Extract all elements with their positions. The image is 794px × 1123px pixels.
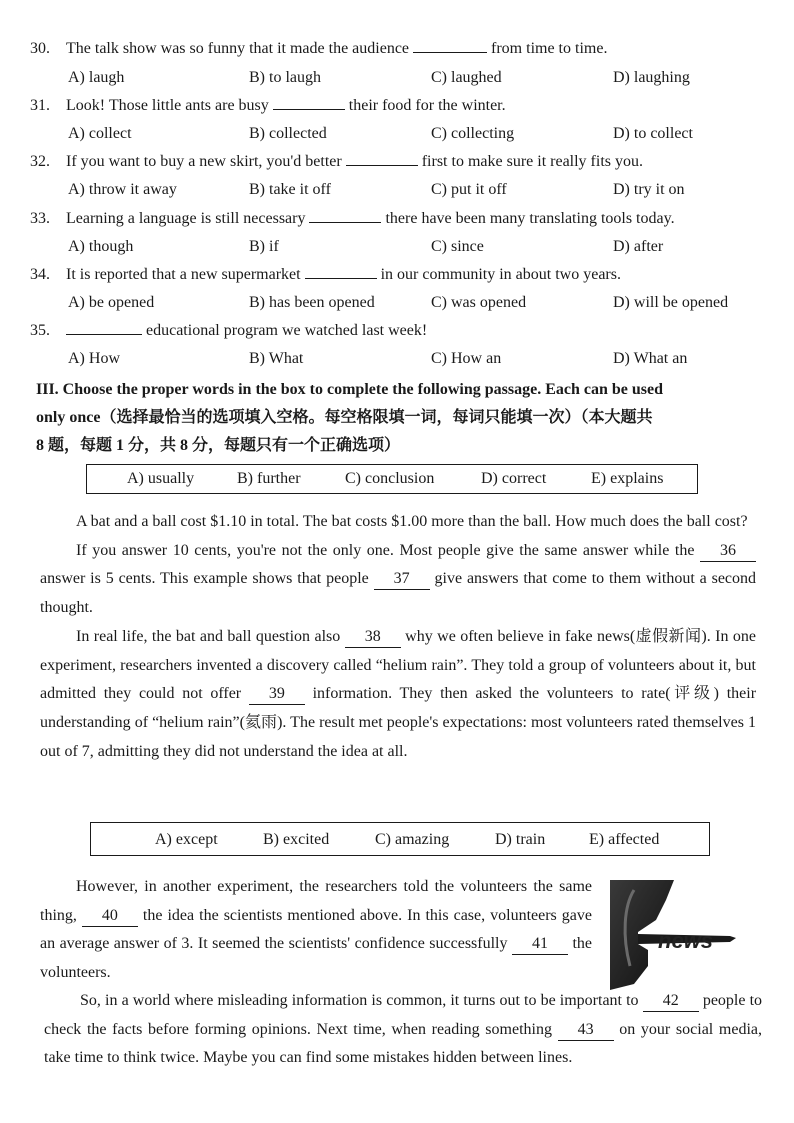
option-c: C) was opened: [431, 294, 527, 311]
question-text-end: their food for the winter.: [348, 97, 506, 114]
paragraph-4: [40, 873, 592, 988]
blank-43: 43: [558, 1020, 614, 1041]
option-a: A) though: [68, 238, 134, 255]
option-d: D) will be opened: [613, 294, 729, 311]
question-text-end: from time to time.: [491, 40, 608, 57]
question-number: 32.: [30, 153, 50, 170]
answer-blank: [346, 164, 418, 166]
question-text: It is reported that a new supermarket: [66, 266, 301, 283]
text: why we often believe in fake news(虚假新闻). In one experiment, researchers invented a discovery called “helium rain”. They told a group of volunteers about it, but admitted they could not offer: [40, 627, 757, 703]
option-c: C) put it off: [431, 181, 507, 198]
section-heading: [36, 376, 756, 460]
question-number: 31.: [30, 97, 50, 114]
question-text: The talk show was so funny that it made the audience: [66, 40, 410, 57]
question-35: [30, 322, 770, 340]
passage-part-2: [40, 873, 592, 988]
text: However, in another experiment, the researchers told the volunteers the same thing,: [40, 878, 592, 924]
option-a: A) be opened: [68, 294, 155, 311]
paragraph-5: [44, 987, 762, 1073]
section-heading-line: 8 题，每题 1 分，共 8 分，每题只有一个正确选项）: [36, 437, 401, 454]
word-option: B) excited: [263, 831, 330, 848]
question-number: 33.: [30, 210, 50, 227]
text: people to check the facts before forming opinions. Next time, when reading something: [44, 992, 763, 1038]
question-text-end: first to make sure it really fits you.: [421, 153, 643, 170]
answer-blank: [273, 108, 345, 110]
option-a: A) laugh: [68, 69, 125, 86]
text: answer is 5 cents. This example shows that people: [40, 570, 369, 588]
answer-blank: [413, 51, 487, 53]
answer-blank: [66, 333, 142, 335]
word-box-1: [86, 464, 698, 494]
question-30: [30, 40, 770, 58]
text: give answers that come to them without a second thought.: [40, 570, 757, 617]
option-a: A) throw it away: [68, 181, 177, 198]
news-label: news: [658, 928, 714, 953]
question-number: 34.: [30, 266, 50, 283]
options-31: [68, 125, 768, 147]
news-illustration: [604, 876, 744, 992]
options-34: [68, 294, 768, 316]
question-text-end: there have been many translating tools today.: [385, 210, 675, 227]
option-a: A) How: [68, 350, 120, 367]
word-option: C) conclusion: [345, 470, 435, 487]
question-33: [30, 210, 770, 228]
word-option: A) except: [155, 831, 218, 848]
blank-36: 36: [700, 541, 756, 562]
option-b: B) take it off: [249, 181, 331, 198]
question-31: [30, 97, 770, 115]
option-d: D) to collect: [613, 125, 693, 142]
word-box-2: [90, 822, 710, 856]
blank-40: 40: [82, 906, 138, 927]
option-b: B) collected: [249, 125, 327, 142]
option-c: C) laughed: [431, 69, 502, 86]
question-text: Learning a language is still necessary: [66, 210, 306, 227]
question-number: 30.: [30, 40, 50, 57]
word-option: E) explains: [591, 470, 664, 487]
blank-38: 38: [345, 627, 401, 648]
option-b: B) has been opened: [249, 294, 375, 311]
word-option: D) correct: [481, 470, 547, 487]
text: In real life, the bat and ball question also: [76, 627, 341, 645]
option-b: B) to laugh: [249, 69, 321, 86]
option-c: C) How an: [431, 350, 502, 367]
option-a: A) collect: [68, 125, 132, 142]
paragraph-2: [40, 537, 756, 623]
paragraph-1: A bat and a ball cost $1.10 in total. The bat costs $1.00 more than the ball. How much does the ball cost?: [76, 513, 748, 530]
question-number: 35.: [30, 322, 50, 339]
text: on your social media, take time to think twice. Maybe you can find some mistakes hidden between lines.: [44, 1020, 762, 1067]
text: If you answer 10 cents, you're not the only one. Most people give the same answer while the: [76, 541, 695, 559]
passage-part-3: [44, 987, 762, 1073]
question-text-end: in our community in about two years.: [380, 266, 621, 283]
word-option: B) further: [237, 470, 301, 487]
text: So, in a world where misleading information is common, it turns out to be important to: [80, 992, 639, 1009]
section-heading-line: III. Choose the proper words in the box to complete the following passage. Each can be used: [36, 381, 663, 398]
option-b: B) What: [249, 350, 304, 367]
question-32: [30, 153, 770, 171]
options-32: [68, 181, 768, 203]
text: the idea the scientists mentioned above. In this case, volunteers gave an average answer of 3. It seemed the scientists' confidence successfully: [40, 906, 593, 953]
passage-part-1: [40, 508, 756, 766]
option-d: D) laughing: [613, 69, 690, 86]
word-option: D) train: [495, 831, 546, 848]
word-option: C) amazing: [375, 831, 450, 848]
option-b: B) if: [249, 238, 279, 255]
option-d: D) try it on: [613, 181, 685, 198]
paragraph-3: [40, 623, 756, 767]
question-text: Look! Those little ants are busy: [66, 97, 269, 114]
text: the volunteers.: [40, 935, 593, 982]
answer-blank: [305, 277, 377, 279]
question-text: If you want to buy a new skirt, you'd better: [66, 153, 342, 170]
blank-42: 42: [643, 991, 699, 1012]
blank-37: 37: [374, 569, 430, 590]
blank-41: 41: [512, 934, 568, 955]
word-option: E) affected: [589, 831, 660, 848]
blank-39: 39: [249, 684, 305, 705]
option-c: C) collecting: [431, 125, 515, 142]
section-heading-line: only once（选择最恰当的选项填入空格。每空格限填一词，每词只能填一次）（本大题共: [36, 409, 653, 426]
option-d: D) after: [613, 238, 664, 255]
question-text-end: educational program we watched last week!: [146, 322, 428, 339]
text: information. They then asked the volunteers to rate(评级) their understanding of “helium rain”(氦雨). The result met people's expectations: most volunteers rated themselves 1 out of 7, admitting they did not understand the idea at all.: [40, 685, 757, 760]
options-33: [68, 238, 768, 260]
word-option: A) usually: [127, 470, 195, 487]
options-35: [68, 350, 768, 372]
option-d: D) What an: [613, 350, 688, 367]
answer-blank: [309, 221, 381, 223]
options-30: [68, 69, 768, 91]
question-34: [30, 266, 770, 284]
option-c: C) since: [431, 238, 484, 255]
